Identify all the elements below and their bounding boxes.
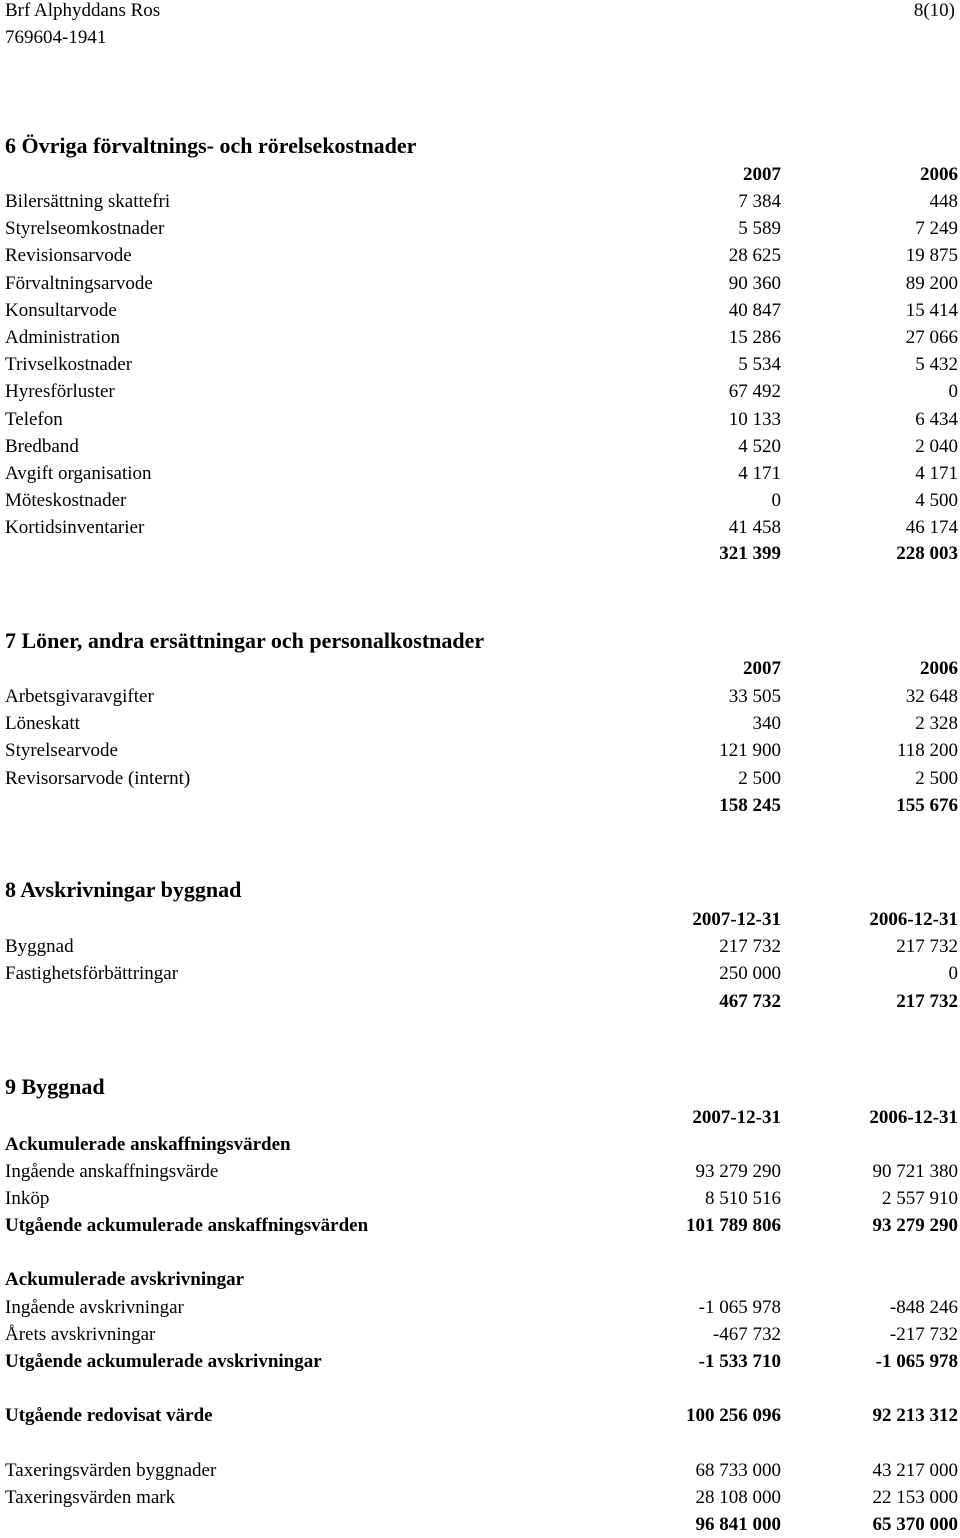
value-2007: 33 505 bbox=[728, 686, 781, 707]
value-2007: -467 732 bbox=[712, 1324, 781, 1345]
value-2006: 5 432 bbox=[915, 354, 958, 376]
row-label: Ingående avskrivningar bbox=[5, 1297, 184, 1318]
table-row bbox=[5, 737, 958, 764]
row-label: Taxeringsvärden mark bbox=[5, 1487, 176, 1508]
value-2006: 2 500 bbox=[915, 767, 958, 789]
value-2006: 19 875 bbox=[905, 245, 958, 267]
table-row bbox=[5, 960, 958, 987]
table-row bbox=[5, 1321, 958, 1348]
value-2006: 46 174 bbox=[905, 517, 958, 539]
row-label: Revisionsarvode bbox=[5, 245, 132, 267]
value-2006: 93 279 290 bbox=[872, 1215, 958, 1236]
value-2006: -1 065 978 bbox=[875, 1351, 958, 1372]
value-2007: 217 732 bbox=[719, 936, 781, 957]
col-header-2007-12-31: 2007-12-31 bbox=[692, 1107, 781, 1128]
section-7-title: 7 Löner, andra ersättningar och personalkostnader bbox=[5, 628, 485, 653]
table-row bbox=[5, 351, 958, 378]
total-2006: 155 676 bbox=[896, 795, 958, 816]
value-2007: 100 256 096 bbox=[686, 1405, 781, 1426]
value-2007: 340 bbox=[752, 713, 781, 735]
col-header-2007-12-31: 2007-12-31 bbox=[692, 909, 781, 930]
value-2007: 250 000 bbox=[719, 963, 781, 985]
value-2006: 4 500 bbox=[915, 490, 958, 512]
value-2006: 448 bbox=[929, 191, 958, 212]
col-header-2006-12-31: 2006-12-31 bbox=[869, 909, 958, 930]
section-9-column-headers bbox=[5, 1104, 958, 1131]
total-2007: 467 732 bbox=[719, 991, 781, 1012]
col-header-2006: 2006 bbox=[920, 658, 958, 679]
section-7-total-row bbox=[5, 792, 958, 819]
value-2006: 2 040 bbox=[915, 435, 958, 457]
value-2006: 92 213 312 bbox=[872, 1405, 958, 1426]
subtotal-row bbox=[5, 1212, 958, 1239]
group-heading-label: Ackumulerade avskrivningar bbox=[5, 1269, 245, 1290]
value-2007: 8 510 516 bbox=[705, 1188, 781, 1209]
value-2006: 89 200 bbox=[905, 272, 958, 294]
value-2007: 40 847 bbox=[728, 299, 781, 321]
value-2007: 68 733 000 bbox=[695, 1460, 781, 1481]
group-heading bbox=[5, 1131, 958, 1158]
value-2006: 32 648 bbox=[905, 686, 958, 707]
col-header-2006: 2006 bbox=[920, 164, 958, 185]
section-9-title: 9 Byggnad bbox=[5, 1074, 105, 1099]
value-2006: 0 bbox=[948, 381, 958, 403]
table-row bbox=[5, 933, 958, 960]
value-2006: 217 732 bbox=[896, 936, 958, 957]
row-label: Inköp bbox=[5, 1188, 50, 1209]
value-2007: 90 360 bbox=[728, 272, 781, 294]
table-row bbox=[5, 297, 958, 324]
row-label: Telefon bbox=[5, 408, 63, 430]
row-label: Revisorsarvode (internt) bbox=[5, 767, 191, 789]
book-value-row bbox=[5, 1402, 958, 1429]
row-label: Förvaltningsarvode bbox=[5, 272, 153, 294]
value-2007: 4 171 bbox=[738, 463, 781, 484]
value-2006: 2 328 bbox=[915, 713, 958, 735]
table-row bbox=[5, 378, 958, 405]
value-2006: 27 066 bbox=[905, 327, 958, 348]
col-header-2007: 2007 bbox=[743, 164, 781, 185]
row-label: Hyresförluster bbox=[5, 381, 115, 403]
value-2007: 5 589 bbox=[738, 218, 781, 240]
value-2006: 43 217 000 bbox=[872, 1460, 958, 1481]
group-heading-label: Ackumulerade anskaffningsvärden bbox=[5, 1134, 291, 1155]
value-2006: -848 246 bbox=[889, 1297, 958, 1318]
table-row bbox=[5, 406, 958, 433]
value-2007: 121 900 bbox=[719, 740, 781, 762]
row-label: Bilersättning skattefri bbox=[5, 191, 171, 212]
section-8-column-headers bbox=[5, 906, 958, 933]
table-row bbox=[5, 1185, 958, 1212]
value-2007: 67 492 bbox=[728, 381, 781, 403]
value-2007: 7 384 bbox=[738, 191, 781, 212]
total-2007: 321 399 bbox=[719, 543, 781, 564]
row-label: Taxeringsvärden byggnader bbox=[5, 1460, 217, 1481]
value-2007: 4 520 bbox=[738, 435, 781, 457]
value-2006: 2 557 910 bbox=[882, 1188, 958, 1209]
value-2007: -1 065 978 bbox=[698, 1297, 781, 1318]
row-label: Styrelseomkostnader bbox=[5, 218, 165, 240]
row-label: Avgift organisation bbox=[5, 463, 152, 484]
value-2007: 0 bbox=[771, 490, 781, 512]
table-row bbox=[5, 487, 958, 514]
value-2007: 5 534 bbox=[738, 354, 781, 376]
value-2007: -1 533 710 bbox=[698, 1351, 781, 1372]
row-label: Bredband bbox=[5, 435, 79, 457]
table-row bbox=[5, 1294, 958, 1321]
table-row bbox=[5, 514, 958, 541]
org-number: 769604-1941 bbox=[5, 27, 107, 48]
row-label: Utgående redovisat värde bbox=[5, 1405, 213, 1426]
col-header-2006-12-31: 2006-12-31 bbox=[869, 1107, 958, 1128]
section-8-title: 8 Avskrivningar byggnad bbox=[5, 877, 242, 902]
row-label: Byggnad bbox=[5, 936, 74, 957]
table-row bbox=[5, 1158, 958, 1185]
table-row bbox=[5, 324, 958, 351]
row-label: Utgående ackumulerade anskaffningsvärden bbox=[5, 1215, 369, 1236]
table-row bbox=[5, 270, 958, 297]
section-6-column-headers bbox=[5, 161, 958, 188]
row-label: Konsultarvode bbox=[5, 299, 117, 321]
table-row bbox=[5, 242, 958, 269]
value-2006: 22 153 000 bbox=[872, 1487, 958, 1508]
table-row bbox=[5, 215, 958, 242]
row-label: Kortidsinventarier bbox=[5, 517, 145, 539]
total-2007: 158 245 bbox=[719, 795, 781, 816]
value-2006: 4 171 bbox=[915, 463, 958, 484]
value-2006: 90 721 380 bbox=[872, 1161, 958, 1182]
table-row bbox=[5, 1457, 958, 1484]
total-2006: 228 003 bbox=[896, 543, 958, 564]
row-label: Trivselkostnader bbox=[5, 354, 133, 376]
page-number: 8(10) bbox=[913, 0, 955, 21]
value-2007: 2 500 bbox=[738, 767, 781, 789]
col-header-2007: 2007 bbox=[743, 658, 781, 679]
value-2006: 0 bbox=[948, 963, 958, 985]
value-2006: 118 200 bbox=[896, 740, 958, 762]
row-label: Arbetsgivaravgifter bbox=[5, 686, 154, 707]
row-label: Fastighetsförbättringar bbox=[5, 963, 179, 985]
table-row bbox=[5, 765, 958, 792]
page-header bbox=[5, 0, 955, 54]
value-2007: 28 108 000 bbox=[695, 1487, 781, 1508]
value-2007: 96 841 000 bbox=[695, 1514, 781, 1535]
group-heading bbox=[5, 1266, 958, 1293]
row-label: Möteskostnader bbox=[5, 490, 127, 512]
row-label: Årets avskrivningar bbox=[5, 1324, 156, 1345]
value-2007: 28 625 bbox=[728, 245, 781, 267]
table-row bbox=[5, 460, 958, 487]
row-label: Löneskatt bbox=[5, 713, 80, 735]
row-label: Administration bbox=[5, 327, 121, 348]
row-label: Ingående anskaffningsvärde bbox=[5, 1161, 219, 1182]
value-2007: 41 458 bbox=[728, 517, 781, 539]
section-8-total-row bbox=[5, 988, 958, 1015]
value-2006: 65 370 000 bbox=[872, 1514, 958, 1535]
value-2006: 15 414 bbox=[905, 299, 958, 321]
tax-total-row bbox=[5, 1511, 958, 1538]
table-row bbox=[5, 683, 958, 710]
value-2006: -217 732 bbox=[889, 1324, 958, 1345]
org-name: Brf Alphyddans Ros bbox=[5, 0, 161, 21]
table-row bbox=[5, 433, 958, 460]
value-2007: 101 789 806 bbox=[686, 1215, 781, 1236]
value-2006: 6 434 bbox=[915, 408, 958, 430]
row-label: Styrelsearvode bbox=[5, 740, 118, 762]
value-2007: 93 279 290 bbox=[695, 1161, 781, 1182]
table-row bbox=[5, 1484, 958, 1511]
value-2007: 15 286 bbox=[728, 327, 781, 348]
section-7-column-headers bbox=[5, 655, 958, 682]
value-2007: 10 133 bbox=[728, 408, 781, 430]
value-2006: 7 249 bbox=[915, 218, 958, 240]
table-row bbox=[5, 188, 958, 215]
total-2006: 217 732 bbox=[896, 991, 958, 1012]
section-6-title: 6 Övriga förvaltnings- och rörelsekostnader bbox=[5, 133, 417, 158]
section-6-total-row bbox=[5, 540, 958, 567]
row-label: Utgående ackumulerade avskrivningar bbox=[5, 1351, 322, 1372]
table-row bbox=[5, 710, 958, 737]
subtotal-row bbox=[5, 1348, 958, 1375]
